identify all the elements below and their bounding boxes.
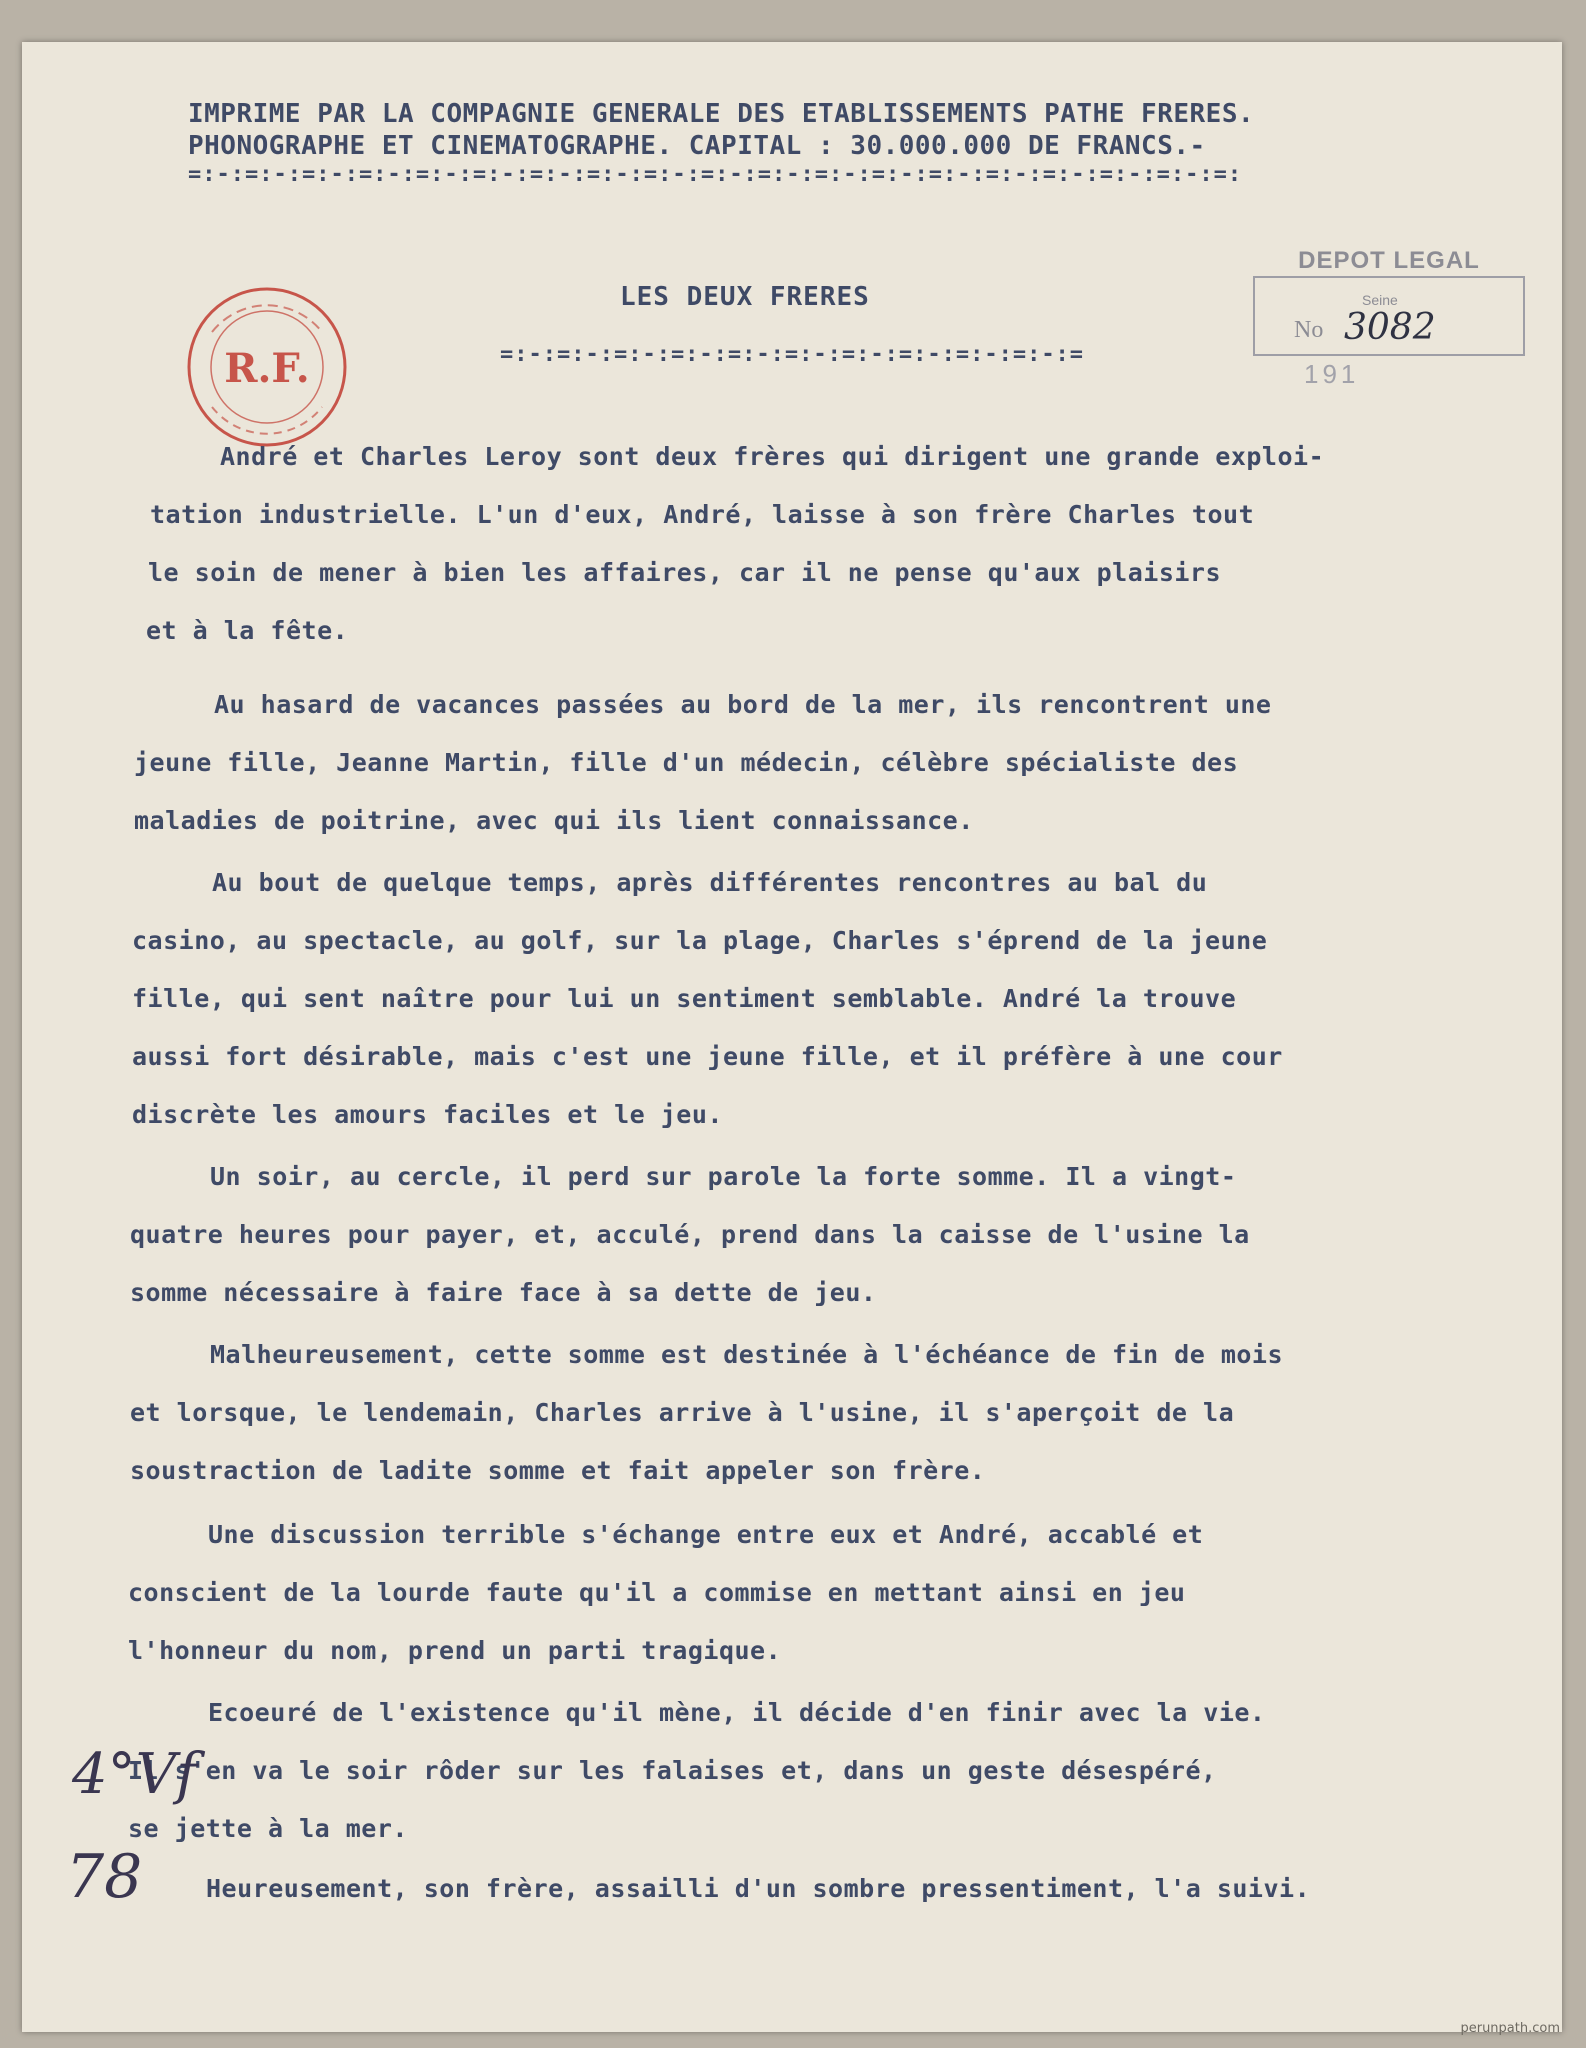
text-line: Il s'en va le soir rôder sur les falaises et, dans un geste désespéré, <box>128 1756 1217 1785</box>
header-separator: =:-:=:-:=:-:=:-:=:-:=:-:=:-:=:-:=:-:=:-:=:-:=:-:=:-:=:-:=:-:=:-:=:-:=:-:=: <box>188 162 1243 187</box>
text-line: soustraction de ladite somme et fait appeler son frère. <box>130 1456 986 1485</box>
text-line: quatre heures pour payer, et, acculé, prend dans la caisse de l'usine la <box>130 1220 1250 1249</box>
text-line: somme nécessaire à faire face à sa dette de jeu. <box>130 1278 877 1307</box>
text-line: Ecoeuré de l'existence qu'il mène, il décide d'en finir avec la vie. <box>208 1698 1266 1727</box>
depot-region: Seine <box>1362 292 1398 308</box>
title-separator: =:-:=:-:=:-:=:-:=:-:=:-:=:-:=:-:=:-:=:-:= <box>500 342 1085 367</box>
text-line: fille, qui sent naître pour lui un sentiment semblable. André la trouve <box>132 984 1237 1013</box>
margin-note-shelfmark: 4°Vf <box>72 1742 197 1807</box>
text-line: Au hasard de vacances passées au bord de la mer, ils rencontrent une <box>214 690 1272 719</box>
document-page <box>22 42 1562 2032</box>
margin-note-number: 78 <box>66 1842 143 1912</box>
text-line: et à la fête. <box>146 616 349 645</box>
depot-number-handwritten: 3082 <box>1344 307 1436 348</box>
text-line: se jette à la mer. <box>128 1814 408 1843</box>
text-line: André et Charles Leroy sont deux frères qui dirigent une grande exploi- <box>220 442 1325 471</box>
text-line: jeune fille, Jeanne Martin, fille d'un médecin, célèbre spécialiste des <box>134 748 1239 777</box>
printer-header <box>188 98 1254 162</box>
text-line: tation industrielle. L'un d'eux, André, laisse à son frère Charles tout <box>150 500 1255 529</box>
text-line: maladies de poitrine, avec qui ils lient connaissance. <box>134 806 974 835</box>
header-line-2: PHONOGRAPHE ET CINEMATOGRAPHE. CAPITAL : 30.000.000 DE FRANCS.- <box>188 131 1206 161</box>
text-line: casino, au spectacle, au golf, sur la plage, Charles s'éprend de la jeune <box>132 926 1268 955</box>
document-title: LES DEUX FRERES <box>620 282 870 312</box>
text-line: Une discussion terrible s'échange entre eux et André, accablé et <box>208 1520 1204 1549</box>
depot-year: 191 <box>1304 359 1360 389</box>
text-line: Un soir, au cercle, il perd sur parole la forte somme. Il a vingt- <box>210 1162 1237 1191</box>
text-line: l'honneur du nom, prend un parti tragique. <box>128 1636 782 1665</box>
depot-label: DEPOT LEGAL <box>1298 247 1480 274</box>
text-line: Heureusement, son frère, assailli d'un sombre pressentiment, l'a suivi. <box>206 1874 1311 1903</box>
header-line-1: IMPRIME PAR LA COMPAGNIE GENERALE DES ETABLISSEMENTS PATHE FRERES. <box>188 99 1255 129</box>
text-line: discrète les amours faciles et le jeu. <box>132 1100 723 1129</box>
text-line: conscient de la lourde faute qu'il a commise en mettant ainsi en jeu <box>128 1578 1186 1607</box>
red-seal-text: R.F. <box>224 345 310 392</box>
text-line: aussi fort désirable, mais c'est une jeune fille, et il préfère à une cour <box>132 1042 1283 1071</box>
red-seal-stamp <box>182 282 352 452</box>
depot-number-prefix: No <box>1294 317 1324 343</box>
text-line: Malheureusement, cette somme est destinée à l'échéance de fin de mois <box>210 1340 1284 1369</box>
depot-legal-stamp <box>1244 247 1534 392</box>
text-line: et lorsque, le lendemain, Charles arrive à l'usine, il s'aperçoit de la <box>130 1398 1235 1427</box>
text-line: le soin de mener à bien les affaires, car il ne pense qu'aux plaisirs <box>148 558 1222 587</box>
text-line: Au bout de quelque temps, après différentes rencontres au bal du <box>212 868 1208 897</box>
watermark: perunpath.com <box>1460 2021 1560 2036</box>
